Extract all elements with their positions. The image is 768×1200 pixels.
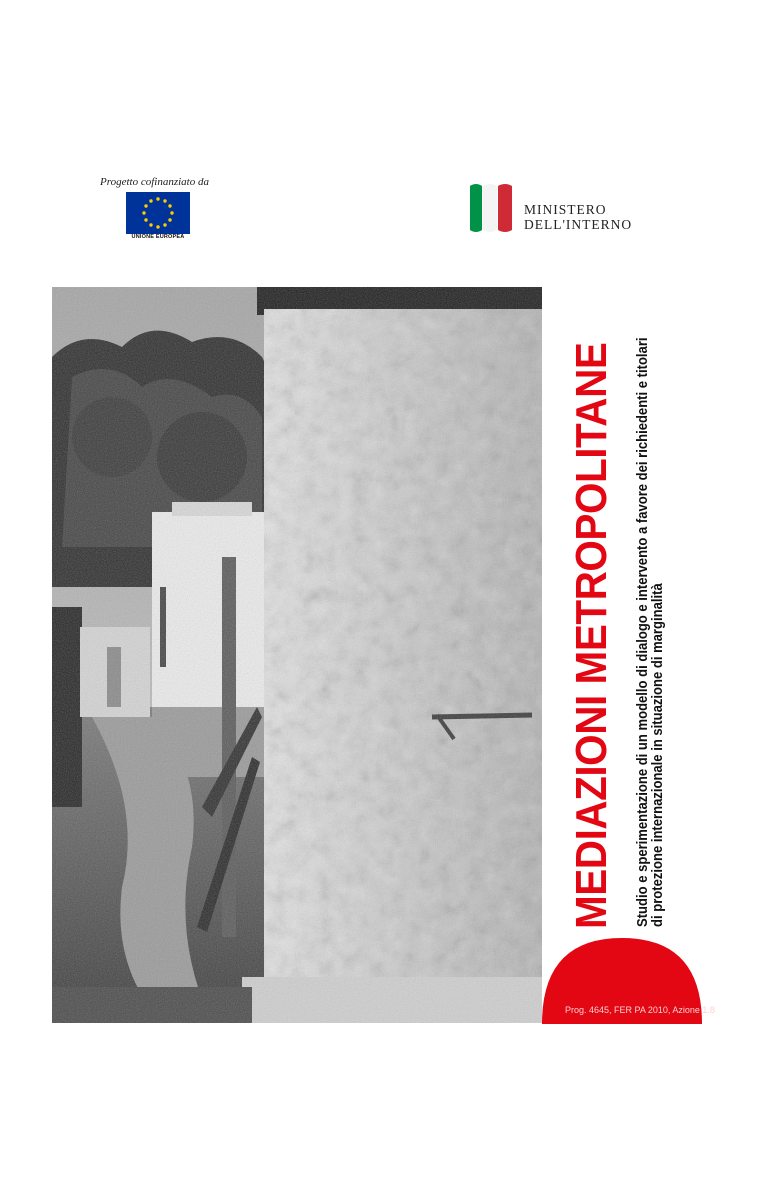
eu-flag-icon bbox=[126, 192, 190, 234]
cover-photo bbox=[52, 287, 542, 1023]
eu-cofinance-block bbox=[100, 176, 230, 240]
main-title: MEDIAZIONI METROPOLITANE bbox=[567, 342, 616, 929]
eu-label: UNIONE EUROPEA bbox=[131, 234, 185, 240]
subtitle: Studio e sperimentazione di un modello di dialogo e intervento a favore dei richiedenti e titolari di protezione internazionale in situazione di marginalità bbox=[635, 337, 666, 927]
ministry-name: MINISTERO DELL'INTERNO bbox=[524, 202, 633, 232]
italian-flag-icon bbox=[468, 182, 514, 234]
cofinance-caption: Progetto cofinanziato da bbox=[100, 176, 209, 188]
ministry-logo bbox=[468, 182, 658, 234]
vertical-title-block bbox=[552, 281, 697, 929]
project-code: Prog. 4645, FER PA 2010, Azione 1.8 bbox=[565, 1005, 715, 1015]
